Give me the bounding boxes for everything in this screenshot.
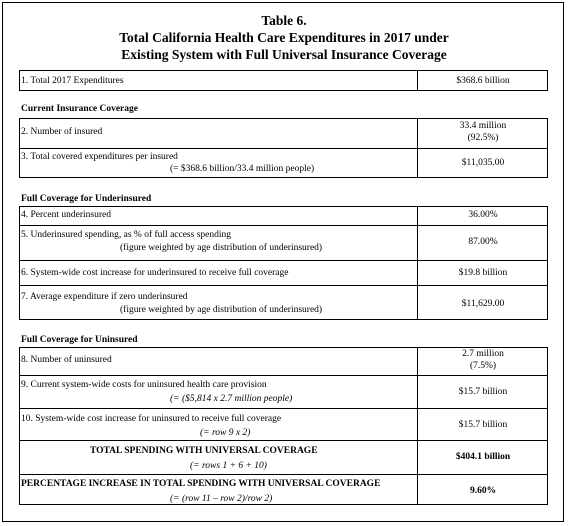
row-note: (figure weighted by age distribution of underinsured) [120,243,323,253]
row-label: 8. Number of uninsured [21,355,112,365]
row-value: 36.00% [468,210,498,220]
row-value: $15.7 billion [458,420,508,430]
table-title-line2: Existing System with Full Universal Insurance Coverage [121,47,447,62]
row-value: $11,629.00 [461,299,505,309]
row-value: 87.00% [468,237,498,247]
row-note: (= ($5,814 x 2.7 million people) [170,394,293,404]
row-label: TOTAL SPENDING WITH UNIVERSAL COVERAGE [90,446,318,456]
row-label: 3. Total covered expenditures per insured [21,152,178,162]
table-number: Table 6. [261,13,307,28]
row-value: $19.8 billion [458,268,508,278]
row-label: 2. Number of insured [21,127,103,137]
row-label: 6. System-wide cost increase for underinsured to receive full coverage [21,268,289,278]
row-note: (= rows 1 + 6 + 10) [190,461,267,471]
row-value: $368.6 billion [456,76,510,86]
section-heading-underinsured: Full Coverage for Underinsured [21,194,152,204]
row-value: 33.4 million [459,121,507,131]
row-label: 9. Current system-wide costs for uninsured health care provision [21,380,267,390]
row-label: 7. Average expenditure if zero underinsured [21,292,188,302]
table-title-line1: Total California Health Care Expenditures in 2017 under [119,30,449,45]
section-heading-current: Current Insurance Coverage [21,104,138,114]
row-label: 10. System-wide cost increase for uninsured to receive full coverage [21,414,282,424]
row-value: 9.60% [469,486,497,496]
row-value: $15.7 billion [458,387,508,397]
row-value: (92.5%) [467,133,499,143]
row-note: (= $368.6 billion/33.4 million people) [170,164,315,174]
row-value: $11,035.00 [461,158,505,168]
row-note: (= (row 11 – row 2)/row 2) [170,494,273,504]
section-heading-uninsured: Full Coverage for Uninsured [21,335,138,345]
row-note: (figure weighted by age distribution of underinsured) [120,305,323,315]
row-value: 2.7 million [462,349,504,359]
row-note: (= row 9 x 2) [200,428,251,438]
row-label: 4. Percent underinsured [21,210,111,220]
row-value: $404.1 billion [455,452,511,462]
row-label: 5. Underinsured spending, as % of full access spending [21,230,232,240]
row-label: 1. Total 2017 Expenditures [21,76,124,86]
row-label: PERCENTAGE INCREASE IN TOTAL SPENDING WITH UNIVERSAL COVERAGE [21,479,381,489]
row-value: (7.5%) [469,361,497,371]
